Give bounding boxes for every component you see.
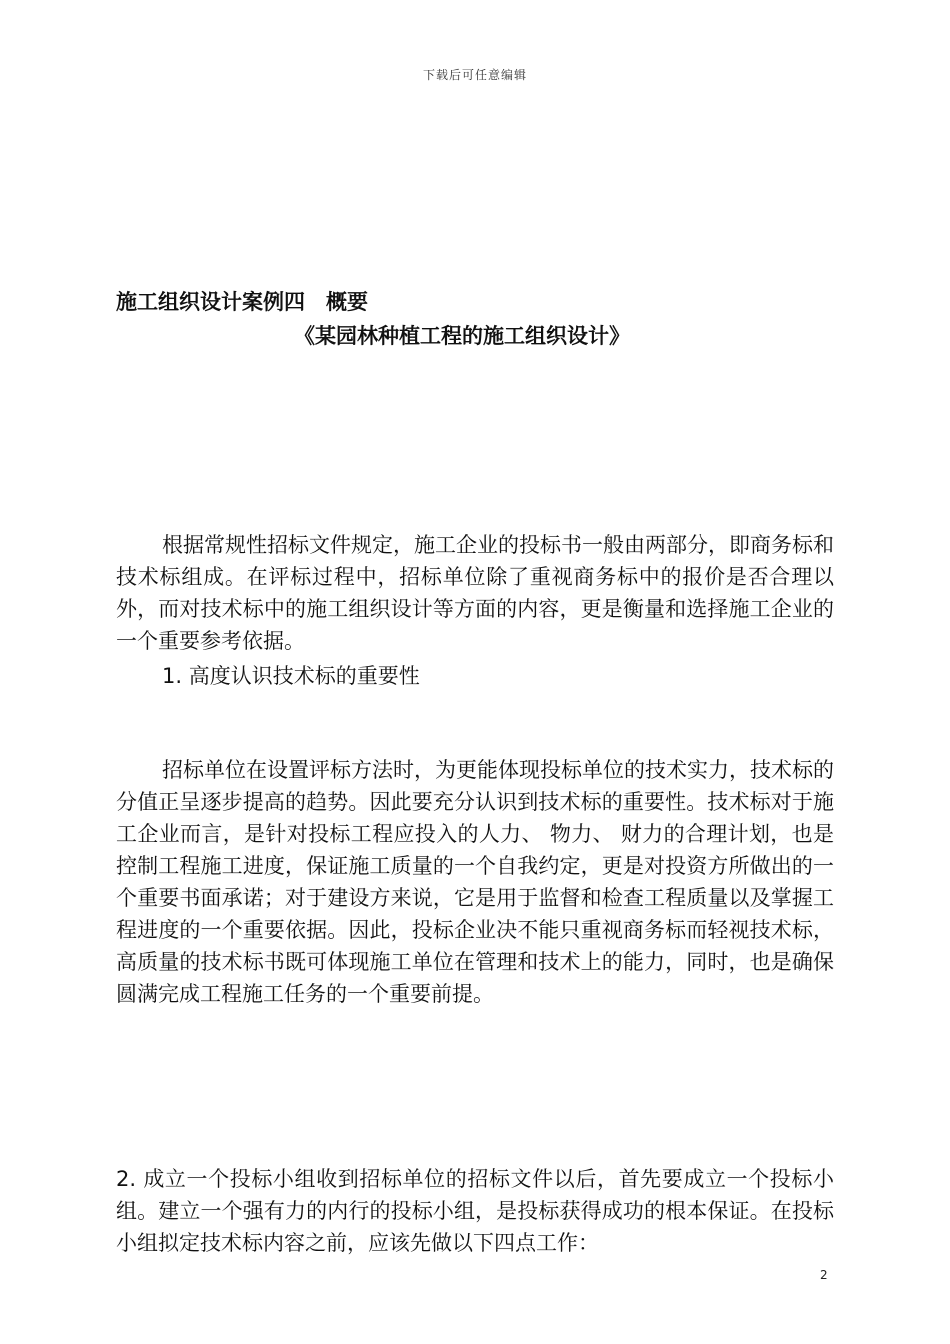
page-number: 2 [820, 1268, 828, 1282]
intro-paragraph: 根据常规性招标文件规定，施工企业的投标书一般由两部分，即商务标和技术标组成。在评标过程中，招标单位除了重视商务标中的报价是否合理以外，而对技术标中的施工组织设计等方面的内容，更是衡量和选择施工企业的一个重要参考依据。 [116, 533, 834, 653]
document-title-line1: 施工组织设计案例四 概要 [116, 290, 368, 314]
body-paragraph-1: 招标单位在设置评标方法时，为更能体现投标单位的技术实力，技术标的分值正呈逐步提高的趋势。因此要充分认识到技术标的重要性。技术标对于施工企业而言，是针对投标工程应投入的人力、 物力、 财力的合理计划，也是控制工程施工进度，保证施工质量的一个自我约定，更是对投资方所做出的一个重要书面承诺；对于建设方来说，它是用于监督和检查工程质量以及掌握工程进度的一个重要依据。因此，投标企业决不能只重视商务标而轻视技术标，高质量的技术标书既可体现施工单位在管理和技术上的能力，同时，也是确保圆满完成工程施工任务的一个重要前提。 [116, 758, 834, 1006]
header-note: 下载后可任意编辑 [422, 68, 527, 82]
section-heading-1: 1. 高度认识技术标的重要性 [162, 664, 420, 688]
document-title-line2: 《某园林种植工程的施工组织设计》 [294, 324, 630, 348]
body-paragraph-2: 2. 成立一个投标小组收到招标单位的招标文件以后，首先要成立一个投标小组。建立一个强有力的内行的投标小组，是投标获得成功的根本保证。在投标小组拟定技术标内容之前，应该先做以下四点工作： [116, 1167, 834, 1255]
